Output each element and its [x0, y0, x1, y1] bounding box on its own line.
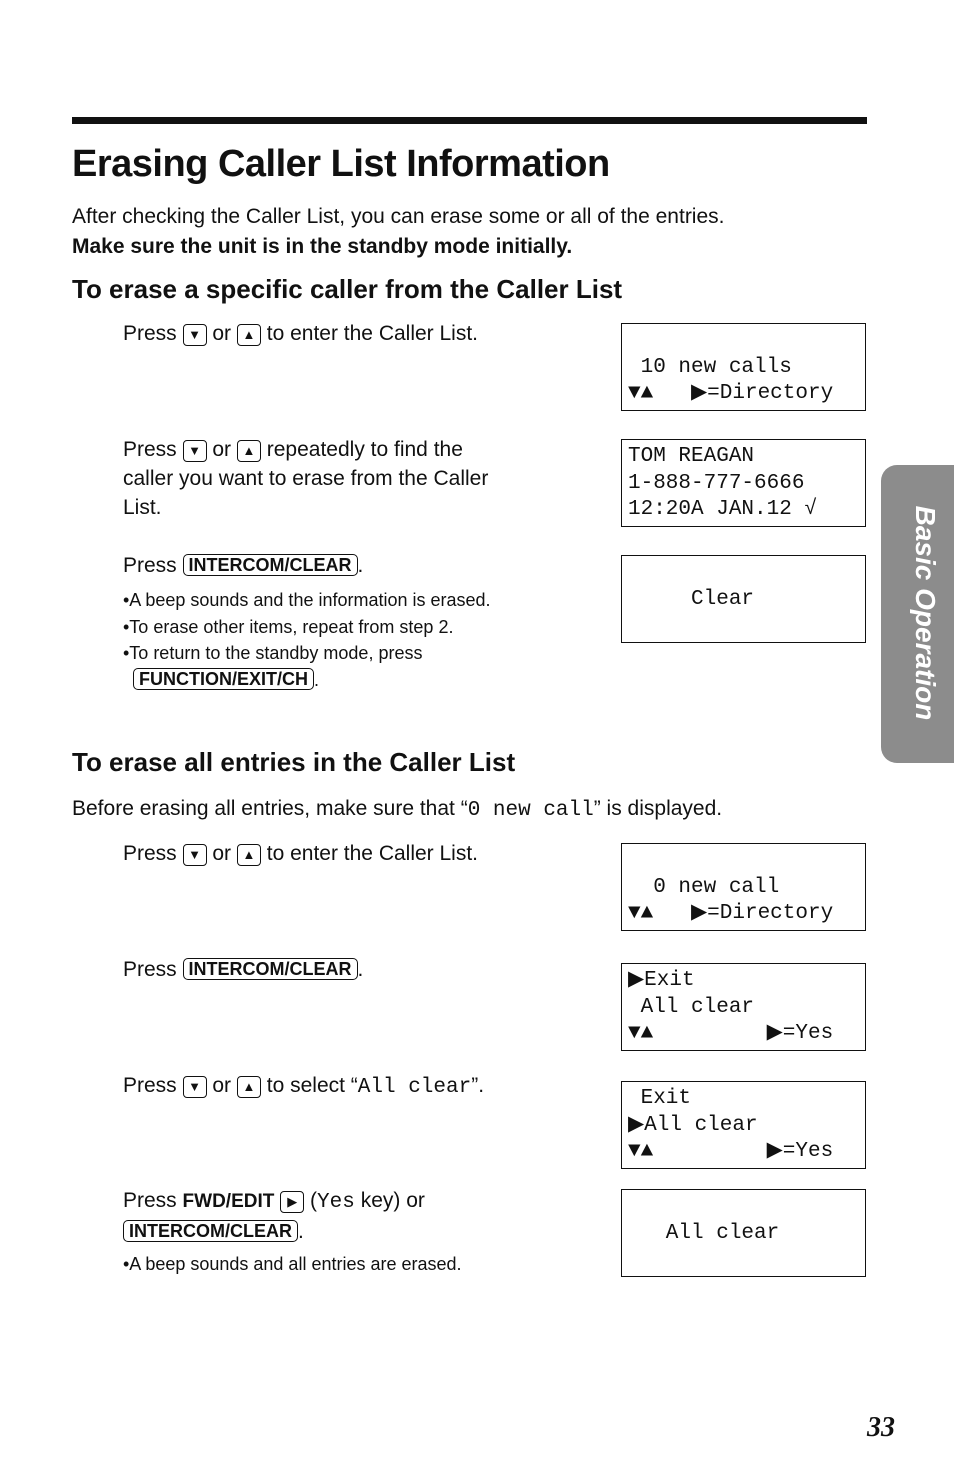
- step-code: Yes: [317, 1191, 355, 1214]
- lcd-line: [628, 1113, 758, 1140]
- step-press-clear-2: [123, 955, 363, 984]
- bullet-list: [123, 587, 491, 693]
- step-text: (: [310, 1189, 318, 1212]
- lcd-line: [628, 1021, 833, 1048]
- step-text: ”.: [471, 1074, 485, 1097]
- lcd-line: TOM REAGAN: [628, 445, 755, 468]
- step-text: .: [357, 554, 364, 577]
- page-number: 33: [867, 1412, 895, 1443]
- lcd-display-all-clear-selected: [621, 1081, 866, 1169]
- up-arrow-key-icon: ▲: [237, 1076, 261, 1098]
- up-arrow-key-icon: ▲: [237, 324, 261, 346]
- lcd-line: [628, 901, 833, 928]
- section-heading-specific: To erase a specific caller from the Caller List: [72, 274, 623, 304]
- intro-line: After checking the Caller List, you can erase some or all of the entries.: [72, 205, 725, 228]
- intercom-clear-key: INTERCOM/CLEAR: [123, 1220, 298, 1242]
- section-heading-all: To erase all entries in the Caller List: [72, 747, 516, 777]
- step-text: to enter the Caller List.: [266, 842, 479, 865]
- lcd-line: 12:20A JAN.12 √: [628, 498, 818, 521]
- lcd-line: All clear: [628, 996, 755, 1019]
- step-text: caller you want to erase from the Caller: [123, 467, 489, 490]
- intro-text: [72, 202, 725, 262]
- step-select-all-clear: [123, 1071, 484, 1102]
- lcd-line: [628, 1139, 833, 1166]
- function-exit-ch-key: FUNCTION/EXIT/CH: [133, 668, 314, 690]
- list-item: •To return to the standby mode, press: [123, 643, 423, 663]
- lcd-line: 0 new call: [628, 876, 780, 899]
- step-code: All clear: [357, 1076, 472, 1099]
- lcd-line: 10 new calls: [628, 356, 792, 379]
- up-arrow-key-icon: ▲: [237, 844, 261, 866]
- lcd-display-caller-entry: [621, 439, 866, 527]
- up-arrow-key-icon: ▲: [237, 440, 261, 462]
- lcd-display-new-calls: [621, 323, 866, 411]
- step-text: key) or: [360, 1189, 425, 1212]
- down-up-triangles-icon: ▼▲ ▶: [628, 1022, 783, 1045]
- step-text: Press: [123, 1074, 177, 1097]
- lcd-line: 1-888-777-6666: [628, 472, 805, 495]
- step-enter-caller-list-2: [123, 839, 478, 868]
- side-tab-label: Basic Operation: [910, 505, 941, 721]
- lcd-text: =Yes: [782, 1022, 834, 1045]
- step-confirm-yes: [123, 1186, 425, 1246]
- down-arrow-key-icon: ▼: [183, 440, 207, 462]
- down-arrow-key-icon: ▼: [183, 844, 207, 866]
- lcd-text: =Directory: [707, 902, 834, 925]
- step-text: .: [357, 958, 364, 981]
- right-arrow-key-icon: ▶: [280, 1191, 304, 1213]
- down-up-triangles-icon: ▼▲ ▶: [628, 1140, 783, 1163]
- down-up-triangles-icon: ▼▲ ▶: [628, 902, 708, 925]
- lcd-line: Clear: [628, 588, 755, 611]
- step-text: or: [212, 322, 232, 345]
- page-title: Erasing Caller List Information: [72, 143, 610, 185]
- lcd-line: All clear: [628, 1222, 780, 1245]
- step-text: to select “: [266, 1074, 358, 1097]
- step-press-clear: [123, 551, 363, 580]
- lcd-text: =Yes: [782, 1140, 834, 1163]
- intro-standby-note: Make sure the unit is in the standby mode initially.: [72, 235, 573, 258]
- zero-new-call-note: [72, 794, 722, 825]
- list-item: •To erase other items, repeat from step 2.: [123, 616, 454, 637]
- step-find-caller: [123, 435, 488, 522]
- lcd-text: All clear: [644, 1114, 758, 1137]
- step-text: or: [212, 1074, 232, 1097]
- side-section-tab: [881, 465, 954, 763]
- step-text: to enter the Caller List.: [266, 322, 479, 345]
- lcd-display-exit-selected: [621, 963, 866, 1051]
- right-triangle-cursor-icon: ▶: [628, 969, 645, 992]
- step-text: List.: [123, 496, 162, 519]
- note-code: 0 new call: [467, 799, 594, 822]
- intercom-clear-key: INTERCOM/CLEAR: [183, 958, 358, 980]
- lcd-display-zero-new-call: [621, 843, 866, 931]
- step-text: Press: [123, 958, 177, 981]
- right-triangle-cursor-icon: ▶: [628, 1114, 645, 1137]
- step-text: repeatedly to find the: [266, 438, 463, 461]
- fwd-edit-label: FWD/EDIT: [182, 1191, 275, 1212]
- down-arrow-key-icon: ▼: [183, 324, 207, 346]
- lcd-display-all-clear: [621, 1189, 866, 1277]
- lcd-text: Exit: [644, 969, 695, 992]
- down-up-triangles-icon: ▼▲ ▶: [628, 382, 708, 405]
- lcd-line: [628, 968, 695, 995]
- step-text: Press: [123, 842, 177, 865]
- lcd-display-clear: [621, 555, 866, 643]
- note-text: Before erasing all entries, make sure that “: [72, 797, 468, 820]
- step-text: Press: [123, 1189, 177, 1212]
- step-text: .: [298, 1220, 304, 1243]
- step-enter-caller-list: [123, 319, 478, 348]
- step-text: or: [212, 842, 232, 865]
- down-arrow-key-icon: ▼: [183, 1076, 207, 1098]
- list-item-text: .: [314, 669, 320, 690]
- top-rule: [72, 117, 867, 124]
- step-text: Press: [123, 322, 177, 345]
- intercom-clear-key: INTERCOM/CLEAR: [183, 554, 358, 576]
- step-text: or: [212, 438, 232, 461]
- lcd-line: Exit: [628, 1087, 692, 1110]
- lcd-line: [628, 381, 833, 408]
- step-text: Press: [123, 438, 177, 461]
- step-text: Press: [123, 554, 177, 577]
- list-item: •A beep sounds and the information is erased.: [123, 590, 491, 610]
- lcd-text: =Directory: [707, 382, 834, 405]
- bullet-all-erased: •A beep sounds and all entries are erased.: [123, 1254, 462, 1274]
- note-text: ” is displayed.: [593, 797, 723, 820]
